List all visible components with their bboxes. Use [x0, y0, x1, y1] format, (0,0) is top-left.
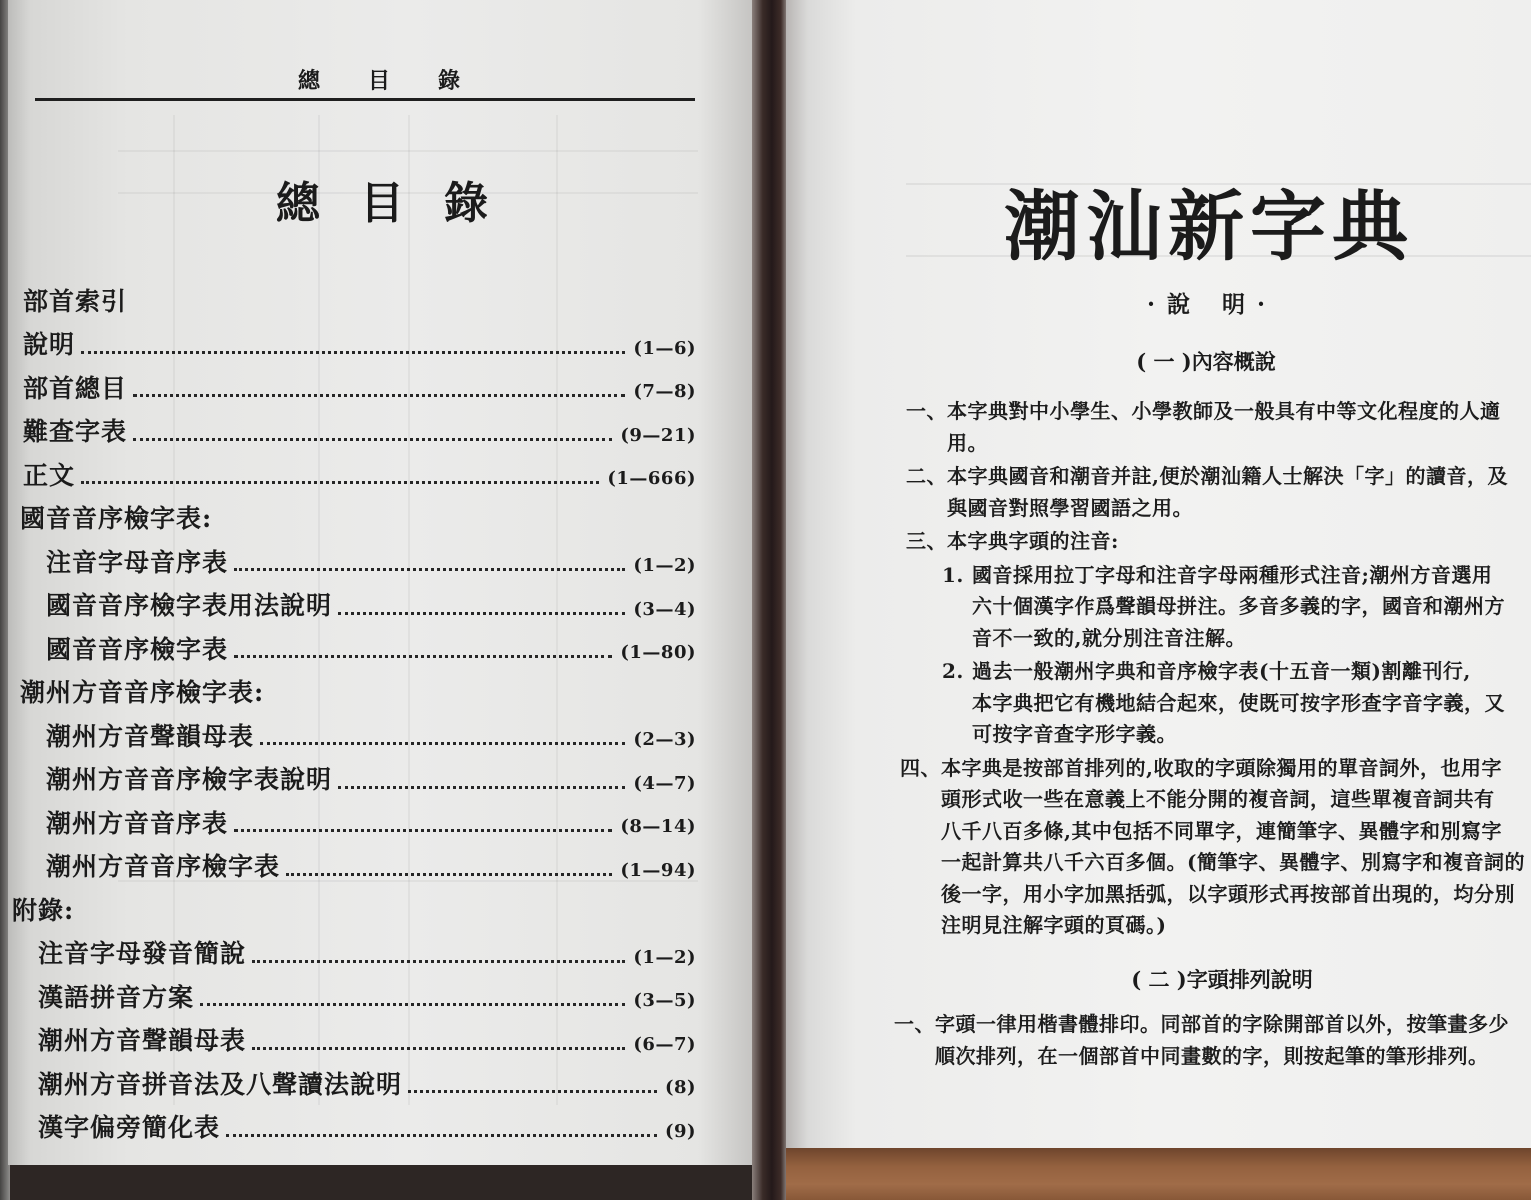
paragraph-number: 一、 [894, 1012, 935, 1036]
toc-entry-label: 部首索引 [23, 286, 128, 316]
toc-entry-label: 注音字母發音簡說 [38, 939, 247, 969]
section-heading: ( 一 )內容概說 [1136, 349, 1276, 374]
paragraph-lines [972, 656, 1505, 751]
paragraph-lines [972, 560, 1505, 655]
toc-entry [8, 626, 696, 670]
toc-entry-pages: (3—5) [633, 990, 696, 1012]
toc-entry-pages: (1—666) [607, 468, 696, 490]
toc-entry [8, 1061, 696, 1105]
dot-leader [408, 1090, 657, 1093]
toc-entry [8, 713, 696, 757]
dot-leader [338, 612, 625, 615]
paragraph-number: 一、 [906, 399, 947, 423]
text-line: 可按字音查字形字義。 [972, 722, 1177, 746]
toc-entry [8, 409, 696, 453]
toc-entry [8, 931, 696, 975]
dot-leader [338, 786, 625, 789]
text-line: 用。 [947, 430, 988, 455]
text-line: 本字典對中小學生、小學教師及一般具有中等文化程度的人適 [947, 399, 1501, 423]
sub-paragraph [942, 656, 1528, 751]
toc-entry-pages: (8) [664, 1077, 696, 1099]
toc-entry-label: 潮州方音音序表 [46, 808, 229, 838]
toc-entry-label: 漢字偏旁簡化表 [38, 1113, 221, 1143]
paragraph-lines [935, 1009, 1509, 1072]
toc-entry-label: 漢語拼音方案 [38, 982, 195, 1012]
toc-entry-label: 說明 [23, 330, 76, 360]
dot-leader [133, 438, 612, 441]
text-line: 本字典把它有機地結合起來，使既可按字形查字音字義，又 [972, 690, 1505, 715]
toc-group-heading [8, 496, 696, 540]
toc-entry [8, 365, 696, 409]
sub-paragraph-number: 2. [942, 659, 964, 683]
toc-entry-pages: (3—4) [633, 598, 696, 620]
toc-entry [8, 278, 696, 322]
dot-leader [252, 960, 625, 963]
toc-entry-pages: (1—80) [620, 642, 696, 664]
text-line: 字頭一律用楷書體排印。同部首的字除開部首以外，按筆畫多少 [935, 1012, 1509, 1036]
toc-entry-pages: (7—8) [633, 381, 696, 403]
toc-group-heading [8, 887, 696, 931]
text-line: 一起計算共八千六百多個。(簡筆字、異體字、別寫字和複音詞的 [941, 850, 1525, 874]
toc-list [8, 278, 696, 1148]
running-header: 總目錄 [298, 68, 509, 94]
paragraph-lines [947, 526, 1119, 558]
toc-entry [8, 757, 696, 801]
dot-leader [234, 829, 612, 832]
text-line: 六十個漢字作爲聲韻母拼注。多音多義的字，國音和潮州方 [972, 594, 1505, 618]
text-line: 順次排列，在一個部首中同畫數的字，則按起筆的筆形排列。 [935, 1043, 1489, 1068]
dot-leader [260, 742, 625, 745]
text-line: 本字典國音和潮音并註,便於潮汕籍人士解決「字」的讀音，及 [947, 464, 1508, 488]
toc-group-heading [8, 670, 696, 714]
toc-entry [8, 1105, 696, 1149]
section-body [894, 1007, 1528, 1072]
right-page [786, 0, 1531, 1150]
dot-leader [81, 351, 625, 354]
section-body [900, 394, 1528, 942]
text-line: 本字典是按部首排列的,收取的字頭除獨用的單音詞外，也用字 [941, 755, 1502, 780]
bleed-through-line [118, 150, 698, 152]
toc-entry-label: 正文 [23, 460, 76, 490]
toc-group-label: 附錄: [12, 895, 75, 925]
toc-entry-pages: (1—6) [633, 337, 696, 359]
toc-entry [8, 800, 696, 844]
wooden-table-surface [786, 1148, 1531, 1200]
section-heading: ( 二 )字頭排列說明 [1131, 967, 1313, 992]
sub-paragraph-number: 1. [942, 562, 964, 587]
toc-entry-label: 國音音序檢字表用法說明 [46, 591, 333, 621]
toc-entry [8, 583, 696, 627]
dot-leader [200, 1003, 625, 1006]
toc-entry-pages: (2—3) [633, 729, 696, 751]
dot-leader [226, 1134, 657, 1137]
numbered-paragraph [906, 526, 1528, 558]
header-rule [35, 98, 695, 101]
paragraph-number: 四、 [900, 755, 941, 780]
toc-entry [8, 322, 696, 366]
numbered-paragraph [894, 1009, 1528, 1072]
left-page [8, 0, 756, 1165]
dot-leader [286, 873, 612, 876]
text-line: 與國音對照學習國語之用。 [947, 495, 1193, 520]
toc-entry [8, 452, 696, 496]
toc-entry-pages: (1—2) [633, 555, 696, 577]
toc-entry-label: 潮州方音聲韻母表 [38, 1026, 247, 1056]
toc-entry-label: 注音字母音序表 [46, 547, 229, 577]
toc-entry-pages: (9—21) [620, 424, 696, 446]
dot-leader [81, 481, 599, 484]
text-line: 後一字，用小字加黑括弧，以字頭形式再按部首出現的，均分別 [941, 881, 1515, 906]
toc-entry-pages: (6—7) [633, 1033, 696, 1055]
toc-entry-pages: (4—7) [633, 772, 696, 794]
numbered-paragraph [906, 461, 1528, 524]
toc-entry-label: 國音音序檢字表 [46, 634, 229, 664]
text-line: 八千八百多條,其中包括不同單字，連簡筆字、異體字和別寫字 [941, 818, 1502, 843]
toc-entry [8, 974, 696, 1018]
paragraph-lines [941, 753, 1525, 942]
toc-entry-label: 潮州方音聲韻母表 [46, 721, 255, 751]
numbered-paragraph [906, 396, 1528, 459]
dot-leader [252, 1047, 625, 1050]
toc-group-label: 國音音序檢字表: [20, 504, 213, 534]
text-line: 國音採用拉丁字母和注音字母兩種形式注音;潮州方音選用 [972, 562, 1493, 587]
book-gutter [752, 0, 788, 1200]
toc-entry [8, 844, 696, 888]
dot-leader [133, 394, 625, 397]
sub-paragraph [942, 560, 1528, 655]
toc-entry-pages: (1—2) [633, 946, 696, 968]
toc-entry-label: 部首總目 [23, 373, 128, 403]
toc-entry-label: 潮州方音拼音法及八聲讀法說明 [38, 1069, 403, 1099]
paragraph-lines [947, 461, 1508, 524]
toc-group-label: 潮州方音音序檢字表: [20, 678, 265, 708]
text-line: 注明見注解字頭的頁碼。) [941, 913, 1167, 937]
dot-leader [234, 655, 612, 658]
numbered-paragraph [900, 753, 1528, 942]
dot-leader [234, 568, 625, 571]
paragraph-number: 三、 [906, 529, 947, 553]
toc-entry [8, 1018, 696, 1062]
toc-entry-pages: (1—94) [620, 859, 696, 881]
text-line: 本字典字頭的注音: [947, 529, 1119, 553]
toc-entry-pages: (8—14) [620, 816, 696, 838]
text-line: 音不一致的,就分別注音注解。 [972, 625, 1246, 650]
section-subtitle: ·說 明· [1146, 291, 1278, 318]
toc-entry-label: 潮州方音音序檢字表 [46, 852, 281, 882]
toc-entry-label: 難查字表 [23, 417, 128, 447]
toc-title: 總目錄 [276, 178, 528, 229]
text-line: 過去一般潮州字典和音序檢字表(十五音一類)割離刊行, [972, 659, 1471, 683]
toc-entry [8, 539, 696, 583]
paragraph-number: 二、 [906, 464, 947, 488]
dictionary-title: 潮汕新字典 [1004, 182, 1414, 271]
toc-entry-pages: (9) [664, 1120, 696, 1142]
text-line: 頭形式收一些在意義上不能分開的複音詞，這些單複音詞共有 [941, 787, 1495, 811]
toc-entry-label: 潮州方音音序檢字表說明 [46, 765, 333, 795]
paragraph-lines [947, 396, 1501, 459]
